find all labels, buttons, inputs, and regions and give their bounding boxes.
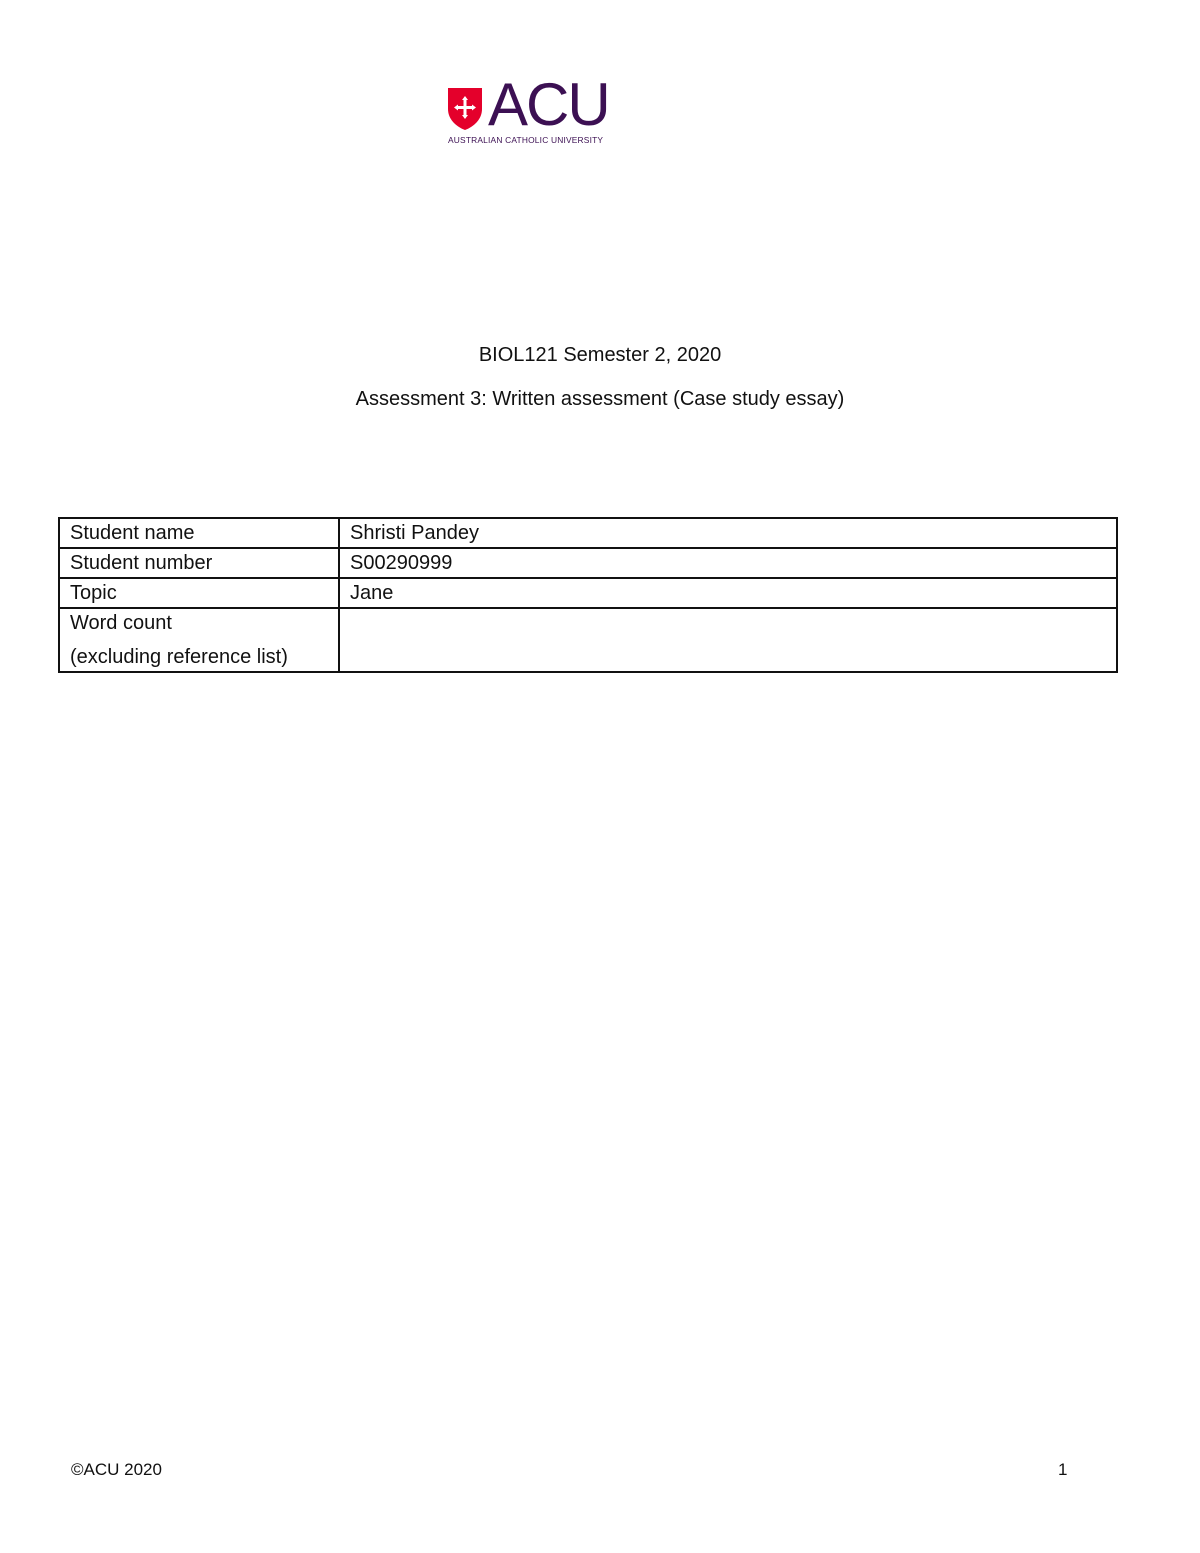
word-count-value [339,608,1117,672]
shield-cross-icon [447,87,483,131]
word-count-label: Word count [70,612,172,634]
word-count-sublabel: (excluding reference list) [70,646,288,668]
student-number-value: S00290999 [339,548,1117,578]
word-count-label-cell [59,608,339,672]
footer-page-number: 1 [1058,1460,1068,1479]
table-row [59,608,1117,672]
table-row [59,518,1117,548]
table-row [59,578,1117,608]
topic-value: Jane [339,578,1117,608]
student-info-table [58,517,1118,673]
topic-label: Topic [59,578,339,608]
acu-logo [447,71,617,148]
logo-tagline: AUSTRALIAN CATHOLIC UNIVERSITY [448,135,604,145]
student-name-label: Student name [59,518,339,548]
course-title: BIOL121 Semester 2, 2020 [478,344,722,366]
assessment-title: Assessment 3: Written assessment (Case study essay) [355,388,845,410]
logo-wordmark: ACU [488,71,609,138]
footer-copyright: ©ACU 2020 [71,1460,162,1479]
student-number-label: Student number [59,548,339,578]
student-name-value: Shristi Pandey [339,518,1117,548]
table-row [59,548,1117,578]
